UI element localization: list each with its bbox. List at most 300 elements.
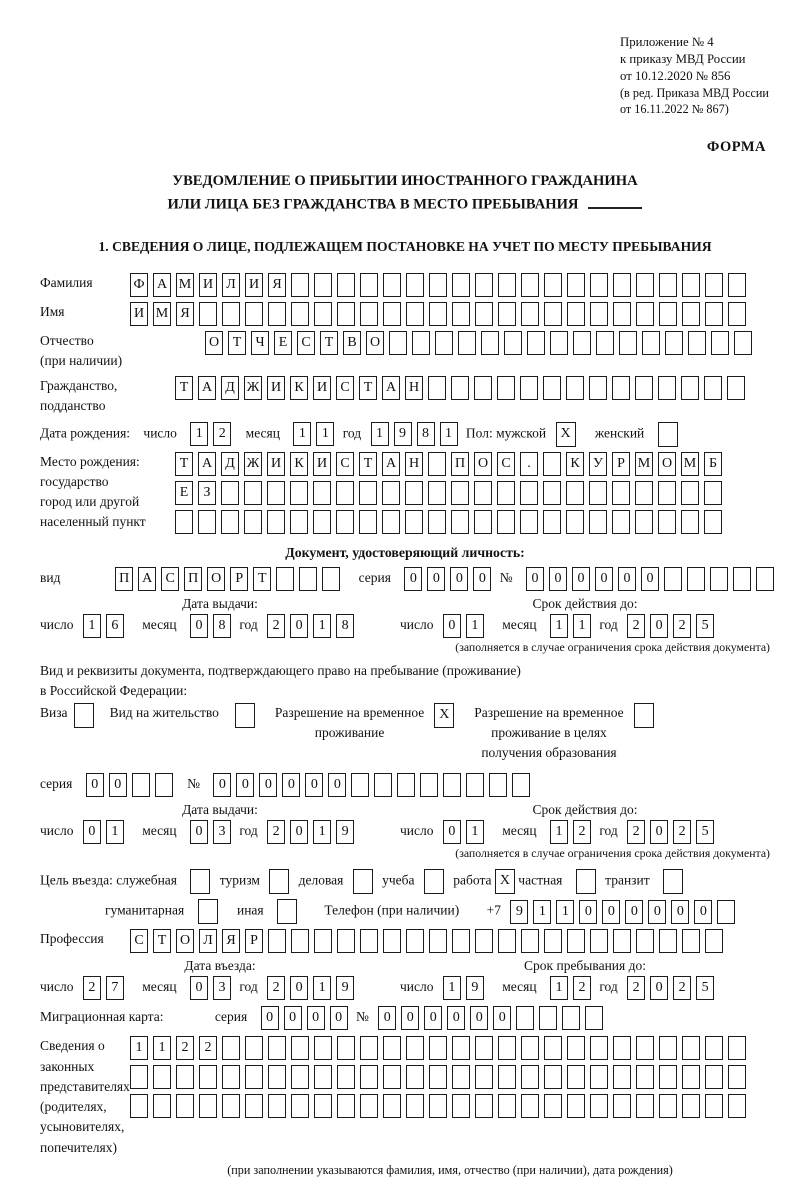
char-cell[interactable]: [474, 376, 492, 400]
char-cell[interactable]: [687, 567, 705, 591]
char-cell[interactable]: [452, 273, 470, 297]
char-cell[interactable]: [475, 1036, 493, 1060]
char-cell[interactable]: [351, 773, 369, 797]
char-cell[interactable]: [443, 773, 461, 797]
char-cell[interactable]: А: [198, 376, 216, 400]
char-cell[interactable]: 0: [650, 614, 668, 638]
char-cell[interactable]: [451, 510, 469, 534]
char-cell[interactable]: [613, 1094, 631, 1118]
char-cell[interactable]: [405, 481, 423, 505]
char-cell[interactable]: [383, 273, 401, 297]
char-cell[interactable]: 2: [267, 614, 285, 638]
char-cell[interactable]: [132, 773, 150, 797]
char-cell[interactable]: Т: [359, 376, 377, 400]
char-cell[interactable]: Т: [153, 929, 171, 953]
char-cell[interactable]: [497, 376, 515, 400]
char-cell[interactable]: 0: [236, 773, 254, 797]
char-cell[interactable]: [682, 1094, 700, 1118]
char-cell[interactable]: [337, 1036, 355, 1060]
char-cell[interactable]: [374, 773, 392, 797]
char-cell[interactable]: [314, 1094, 332, 1118]
char-cell[interactable]: [544, 1065, 562, 1089]
char-cell[interactable]: [382, 481, 400, 505]
purpose-work-checkbox[interactable]: X: [495, 869, 515, 894]
char-cell[interactable]: М: [176, 273, 194, 297]
char-cell[interactable]: [562, 1006, 580, 1030]
char-cell[interactable]: [728, 1065, 746, 1089]
char-cell[interactable]: 0: [330, 1006, 348, 1030]
sex-male-checkbox[interactable]: X: [556, 422, 576, 447]
char-cell[interactable]: [711, 331, 729, 355]
char-cell[interactable]: 8: [213, 614, 231, 638]
char-cell[interactable]: [429, 1036, 447, 1060]
char-cell[interactable]: К: [290, 376, 308, 400]
char-cell[interactable]: [458, 331, 476, 355]
char-cell[interactable]: С: [130, 929, 148, 953]
char-cell[interactable]: [658, 510, 676, 534]
char-cell[interactable]: [429, 929, 447, 953]
char-cell[interactable]: [429, 1094, 447, 1118]
char-cell[interactable]: К: [290, 452, 308, 476]
char-cell[interactable]: [520, 510, 538, 534]
char-cell[interactable]: [612, 510, 630, 534]
char-cell[interactable]: 1: [466, 614, 484, 638]
char-cell[interactable]: 0: [602, 900, 620, 924]
char-cell[interactable]: [688, 331, 706, 355]
char-cell[interactable]: [498, 1094, 516, 1118]
char-cell[interactable]: [452, 302, 470, 326]
char-cell[interactable]: [585, 1006, 603, 1030]
char-cell[interactable]: 2: [627, 614, 645, 638]
char-cell[interactable]: [728, 1094, 746, 1118]
char-cell[interactable]: [682, 273, 700, 297]
purpose-private-checkbox[interactable]: [576, 869, 596, 894]
char-cell[interactable]: И: [267, 376, 285, 400]
char-cell[interactable]: [268, 1065, 286, 1089]
char-cell[interactable]: [267, 510, 285, 534]
char-cell[interactable]: 1: [550, 614, 568, 638]
char-cell[interactable]: 0: [470, 1006, 488, 1030]
char-cell[interactable]: [412, 331, 430, 355]
char-cell[interactable]: [705, 1065, 723, 1089]
temp-residence-checkbox[interactable]: X: [434, 703, 454, 728]
char-cell[interactable]: [612, 481, 630, 505]
char-cell[interactable]: [428, 481, 446, 505]
char-cell[interactable]: [198, 510, 216, 534]
char-cell[interactable]: [704, 510, 722, 534]
char-cell[interactable]: [360, 1036, 378, 1060]
char-cell[interactable]: [659, 1036, 677, 1060]
char-cell[interactable]: [658, 376, 676, 400]
char-cell[interactable]: [314, 302, 332, 326]
char-cell[interactable]: [130, 1094, 148, 1118]
char-cell[interactable]: [360, 273, 378, 297]
char-cell[interactable]: [452, 1094, 470, 1118]
char-cell[interactable]: С: [497, 452, 515, 476]
sex-female-checkbox[interactable]: [658, 422, 678, 447]
char-cell[interactable]: [245, 1065, 263, 1089]
char-cell[interactable]: [222, 1094, 240, 1118]
char-cell[interactable]: [664, 567, 682, 591]
char-cell[interactable]: 0: [572, 567, 590, 591]
char-cell[interactable]: [635, 481, 653, 505]
char-cell[interactable]: Ж: [244, 452, 262, 476]
char-cell[interactable]: [521, 302, 539, 326]
char-cell[interactable]: [704, 376, 722, 400]
char-cell[interactable]: [521, 929, 539, 953]
char-cell[interactable]: О: [474, 452, 492, 476]
char-cell[interactable]: 0: [259, 773, 277, 797]
char-cell[interactable]: 2: [213, 422, 231, 446]
char-cell[interactable]: .: [520, 452, 538, 476]
char-cell[interactable]: 2: [627, 976, 645, 1000]
char-cell[interactable]: 2: [673, 820, 691, 844]
char-cell[interactable]: Т: [228, 331, 246, 355]
char-cell[interactable]: [612, 376, 630, 400]
char-cell[interactable]: [567, 1094, 585, 1118]
char-cell[interactable]: [590, 1094, 608, 1118]
char-cell[interactable]: [428, 510, 446, 534]
char-cell[interactable]: [360, 1065, 378, 1089]
char-cell[interactable]: 0: [328, 773, 346, 797]
char-cell[interactable]: [452, 929, 470, 953]
char-cell[interactable]: 0: [694, 900, 712, 924]
char-cell[interactable]: Л: [199, 929, 217, 953]
char-cell[interactable]: 1: [106, 820, 124, 844]
char-cell[interactable]: 2: [627, 820, 645, 844]
char-cell[interactable]: 0: [282, 773, 300, 797]
char-cell[interactable]: [221, 510, 239, 534]
char-cell[interactable]: М: [153, 302, 171, 326]
char-cell[interactable]: [383, 1094, 401, 1118]
char-cell[interactable]: [543, 452, 561, 476]
char-cell[interactable]: 2: [673, 614, 691, 638]
char-cell[interactable]: 0: [305, 773, 323, 797]
char-cell[interactable]: 0: [290, 976, 308, 1000]
char-cell[interactable]: С: [161, 567, 179, 591]
char-cell[interactable]: [704, 481, 722, 505]
char-cell[interactable]: [567, 929, 585, 953]
char-cell[interactable]: [290, 510, 308, 534]
char-cell[interactable]: [635, 376, 653, 400]
char-cell[interactable]: [359, 510, 377, 534]
char-cell[interactable]: [636, 302, 654, 326]
char-cell[interactable]: [642, 331, 660, 355]
char-cell[interactable]: П: [451, 452, 469, 476]
char-cell[interactable]: Я: [176, 302, 194, 326]
char-cell[interactable]: [475, 1065, 493, 1089]
char-cell[interactable]: Д: [221, 376, 239, 400]
char-cell[interactable]: [336, 481, 354, 505]
char-cell[interactable]: А: [198, 452, 216, 476]
char-cell[interactable]: 9: [336, 820, 354, 844]
char-cell[interactable]: 2: [83, 976, 101, 1000]
char-cell[interactable]: [589, 376, 607, 400]
char-cell[interactable]: [199, 1094, 217, 1118]
char-cell[interactable]: [451, 481, 469, 505]
char-cell[interactable]: 9: [510, 900, 528, 924]
char-cell[interactable]: [665, 331, 683, 355]
char-cell[interactable]: [475, 273, 493, 297]
char-cell[interactable]: 0: [493, 1006, 511, 1030]
char-cell[interactable]: А: [382, 376, 400, 400]
char-cell[interactable]: 0: [473, 567, 491, 591]
char-cell[interactable]: [452, 1036, 470, 1060]
char-cell[interactable]: [389, 331, 407, 355]
char-cell[interactable]: 8: [417, 422, 435, 446]
char-cell[interactable]: [659, 273, 677, 297]
char-cell[interactable]: 9: [394, 422, 412, 446]
char-cell[interactable]: [705, 1036, 723, 1060]
char-cell[interactable]: [429, 273, 447, 297]
char-cell[interactable]: 0: [307, 1006, 325, 1030]
char-cell[interactable]: [659, 302, 677, 326]
char-cell[interactable]: 1: [153, 1036, 171, 1060]
char-cell[interactable]: [539, 1006, 557, 1030]
char-cell[interactable]: 1: [550, 976, 568, 1000]
char-cell[interactable]: 3: [213, 820, 231, 844]
char-cell[interactable]: У: [589, 452, 607, 476]
purpose-other-checkbox[interactable]: [277, 899, 297, 924]
char-cell[interactable]: [682, 1036, 700, 1060]
char-cell[interactable]: [543, 376, 561, 400]
char-cell[interactable]: 0: [213, 773, 231, 797]
char-cell[interactable]: 5: [696, 614, 714, 638]
char-cell[interactable]: 1: [313, 614, 331, 638]
char-cell[interactable]: [268, 929, 286, 953]
char-cell[interactable]: [504, 331, 522, 355]
char-cell[interactable]: [636, 1065, 654, 1089]
char-cell[interactable]: Я: [222, 929, 240, 953]
char-cell[interactable]: [314, 1036, 332, 1060]
char-cell[interactable]: Е: [274, 331, 292, 355]
char-cell[interactable]: 9: [466, 976, 484, 1000]
char-cell[interactable]: [406, 273, 424, 297]
char-cell[interactable]: [451, 376, 469, 400]
char-cell[interactable]: В: [343, 331, 361, 355]
char-cell[interactable]: Т: [359, 452, 377, 476]
char-cell[interactable]: 1: [550, 820, 568, 844]
char-cell[interactable]: [733, 567, 751, 591]
char-cell[interactable]: П: [184, 567, 202, 591]
char-cell[interactable]: [244, 481, 262, 505]
char-cell[interactable]: [322, 567, 340, 591]
char-cell[interactable]: [314, 1065, 332, 1089]
char-cell[interactable]: [567, 1036, 585, 1060]
char-cell[interactable]: [544, 929, 562, 953]
char-cell[interactable]: 1: [573, 614, 591, 638]
char-cell[interactable]: 2: [199, 1036, 217, 1060]
char-cell[interactable]: [613, 302, 631, 326]
char-cell[interactable]: Р: [245, 929, 263, 953]
char-cell[interactable]: 1: [83, 614, 101, 638]
char-cell[interactable]: 0: [190, 976, 208, 1000]
char-cell[interactable]: [589, 481, 607, 505]
char-cell[interactable]: [406, 1036, 424, 1060]
char-cell[interactable]: [337, 273, 355, 297]
char-cell[interactable]: 0: [625, 900, 643, 924]
char-cell[interactable]: [613, 1065, 631, 1089]
char-cell[interactable]: [359, 481, 377, 505]
char-cell[interactable]: [521, 1065, 539, 1089]
char-cell[interactable]: [222, 1036, 240, 1060]
char-cell[interactable]: [520, 376, 538, 400]
char-cell[interactable]: [659, 1065, 677, 1089]
char-cell[interactable]: [291, 1065, 309, 1089]
char-cell[interactable]: 2: [176, 1036, 194, 1060]
char-cell[interactable]: 6: [106, 614, 124, 638]
char-cell[interactable]: 1: [556, 900, 574, 924]
char-cell[interactable]: [728, 302, 746, 326]
char-cell[interactable]: Т: [175, 452, 193, 476]
char-cell[interactable]: [498, 1036, 516, 1060]
char-cell[interactable]: [590, 302, 608, 326]
char-cell[interactable]: М: [635, 452, 653, 476]
char-cell[interactable]: [728, 273, 746, 297]
char-cell[interactable]: Ж: [244, 376, 262, 400]
char-cell[interactable]: [498, 273, 516, 297]
char-cell[interactable]: [717, 900, 735, 924]
char-cell[interactable]: [596, 331, 614, 355]
char-cell[interactable]: [727, 376, 745, 400]
char-cell[interactable]: З: [198, 481, 216, 505]
char-cell[interactable]: [268, 1094, 286, 1118]
char-cell[interactable]: [497, 510, 515, 534]
char-cell[interactable]: [383, 1036, 401, 1060]
char-cell[interactable]: 1: [313, 976, 331, 1000]
char-cell[interactable]: [682, 302, 700, 326]
char-cell[interactable]: С: [336, 376, 354, 400]
char-cell[interactable]: Я: [268, 273, 286, 297]
char-cell[interactable]: [521, 273, 539, 297]
char-cell[interactable]: 0: [83, 820, 101, 844]
char-cell[interactable]: [474, 510, 492, 534]
char-cell[interactable]: И: [267, 452, 285, 476]
char-cell[interactable]: [544, 302, 562, 326]
char-cell[interactable]: А: [382, 452, 400, 476]
char-cell[interactable]: [613, 273, 631, 297]
char-cell[interactable]: 0: [284, 1006, 302, 1030]
char-cell[interactable]: [543, 510, 561, 534]
char-cell[interactable]: [406, 1065, 424, 1089]
char-cell[interactable]: [360, 1094, 378, 1118]
char-cell[interactable]: [544, 1094, 562, 1118]
char-cell[interactable]: [245, 302, 263, 326]
char-cell[interactable]: [682, 929, 700, 953]
char-cell[interactable]: [337, 1094, 355, 1118]
char-cell[interactable]: [336, 510, 354, 534]
char-cell[interactable]: [466, 773, 484, 797]
char-cell[interactable]: [550, 331, 568, 355]
char-cell[interactable]: [176, 1094, 194, 1118]
char-cell[interactable]: С: [336, 452, 354, 476]
char-cell[interactable]: [566, 510, 584, 534]
char-cell[interactable]: [544, 273, 562, 297]
char-cell[interactable]: [705, 929, 723, 953]
char-cell[interactable]: [590, 1065, 608, 1089]
char-cell[interactable]: Б: [704, 452, 722, 476]
char-cell[interactable]: [635, 510, 653, 534]
char-cell[interactable]: 1: [130, 1036, 148, 1060]
char-cell[interactable]: 0: [641, 567, 659, 591]
char-cell[interactable]: [589, 510, 607, 534]
char-cell[interactable]: 0: [443, 820, 461, 844]
char-cell[interactable]: О: [366, 331, 384, 355]
char-cell[interactable]: 0: [427, 567, 445, 591]
char-cell[interactable]: [498, 929, 516, 953]
char-cell[interactable]: 9: [336, 976, 354, 1000]
char-cell[interactable]: Т: [175, 376, 193, 400]
char-cell[interactable]: 0: [378, 1006, 396, 1030]
char-cell[interactable]: 1: [293, 422, 311, 446]
char-cell[interactable]: [681, 510, 699, 534]
char-cell[interactable]: С: [297, 331, 315, 355]
char-cell[interactable]: [221, 481, 239, 505]
char-cell[interactable]: [290, 481, 308, 505]
char-cell[interactable]: 0: [526, 567, 544, 591]
char-cell[interactable]: И: [245, 273, 263, 297]
char-cell[interactable]: 1: [190, 422, 208, 446]
char-cell[interactable]: [267, 481, 285, 505]
char-cell[interactable]: 0: [595, 567, 613, 591]
char-cell[interactable]: [567, 1065, 585, 1089]
purpose-tourism-checkbox[interactable]: [269, 869, 289, 894]
char-cell[interactable]: 1: [440, 422, 458, 446]
char-cell[interactable]: [543, 481, 561, 505]
char-cell[interactable]: 0: [290, 820, 308, 844]
char-cell[interactable]: [405, 510, 423, 534]
char-cell[interactable]: [516, 1006, 534, 1030]
char-cell[interactable]: 5: [696, 820, 714, 844]
char-cell[interactable]: О: [658, 452, 676, 476]
char-cell[interactable]: [222, 302, 240, 326]
char-cell[interactable]: [199, 302, 217, 326]
char-cell[interactable]: [429, 302, 447, 326]
char-cell[interactable]: 0: [261, 1006, 279, 1030]
char-cell[interactable]: [314, 273, 332, 297]
char-cell[interactable]: [658, 481, 676, 505]
char-cell[interactable]: Н: [405, 452, 423, 476]
char-cell[interactable]: 0: [86, 773, 104, 797]
char-cell[interactable]: [406, 1094, 424, 1118]
char-cell[interactable]: 1: [316, 422, 334, 446]
char-cell[interactable]: [489, 773, 507, 797]
char-cell[interactable]: И: [313, 452, 331, 476]
char-cell[interactable]: [520, 481, 538, 505]
char-cell[interactable]: [382, 510, 400, 534]
char-cell[interactable]: [276, 567, 294, 591]
char-cell[interactable]: [383, 1065, 401, 1089]
char-cell[interactable]: [435, 331, 453, 355]
char-cell[interactable]: [636, 929, 654, 953]
char-cell[interactable]: 0: [447, 1006, 465, 1030]
char-cell[interactable]: [383, 302, 401, 326]
char-cell[interactable]: [590, 929, 608, 953]
char-cell[interactable]: [313, 510, 331, 534]
char-cell[interactable]: [613, 929, 631, 953]
char-cell[interactable]: Ч: [251, 331, 269, 355]
char-cell[interactable]: [527, 331, 545, 355]
char-cell[interactable]: [475, 1094, 493, 1118]
char-cell[interactable]: [291, 302, 309, 326]
char-cell[interactable]: [756, 567, 774, 591]
char-cell[interactable]: О: [205, 331, 223, 355]
char-cell[interactable]: 2: [573, 820, 591, 844]
char-cell[interactable]: Д: [221, 452, 239, 476]
char-cell[interactable]: Л: [222, 273, 240, 297]
char-cell[interactable]: [313, 481, 331, 505]
purpose-official-checkbox[interactable]: [190, 869, 210, 894]
